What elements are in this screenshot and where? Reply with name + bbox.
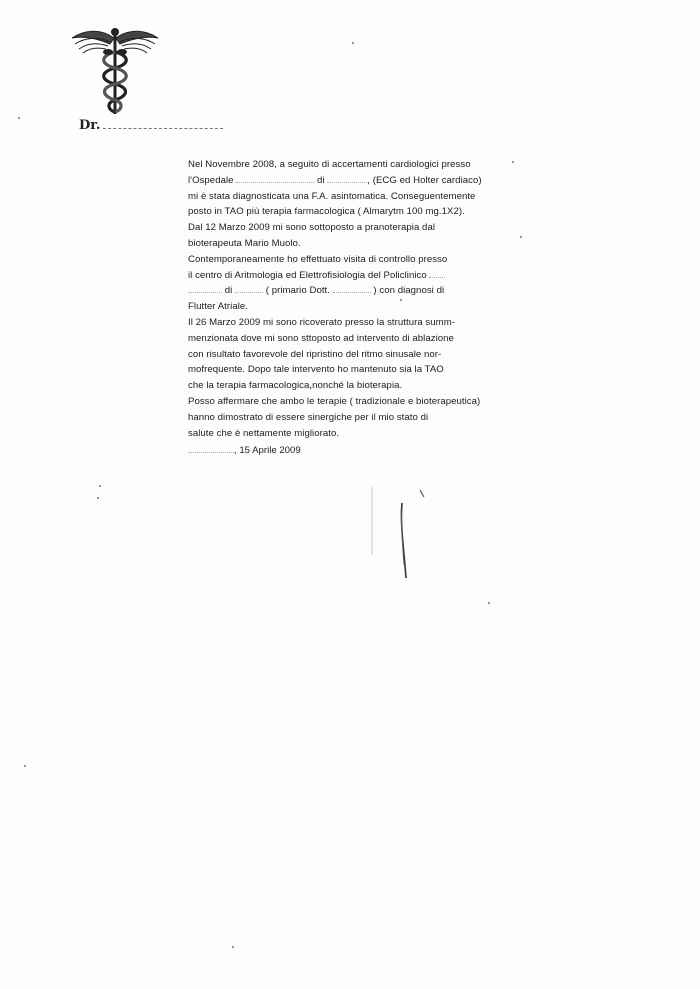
letter-line xyxy=(188,394,518,410)
date-line xyxy=(188,444,301,456)
scan-speck xyxy=(400,299,402,301)
line-text: Nel Novembre 2008, a seguito di accertamenti cardiologici presso xyxy=(188,159,471,170)
line-text: Contemporaneamente ho effettuato visita di controllo presso xyxy=(188,253,448,265)
caduceus-icon xyxy=(70,22,160,117)
scan-speck xyxy=(97,497,99,499)
redaction-gap xyxy=(188,444,234,453)
letter-line xyxy=(188,283,518,299)
redacted-doctor-name xyxy=(103,119,223,129)
scan-speck xyxy=(352,42,354,44)
redaction-gap xyxy=(235,284,263,293)
line-text: Dal 12 Marzo 2009 mi sono sottoposto a pranoterapia dal xyxy=(188,222,436,234)
scan-speck xyxy=(99,485,101,487)
letter-line xyxy=(188,315,518,331)
letter-line xyxy=(188,331,518,347)
signature-mark xyxy=(360,485,440,585)
letter-line xyxy=(188,347,518,363)
scan-speck xyxy=(512,161,514,163)
letter-line xyxy=(188,410,518,426)
letter-line xyxy=(188,204,518,220)
letter-line xyxy=(188,426,518,442)
letter-line xyxy=(188,378,518,394)
letter-line xyxy=(188,252,518,268)
line-text: di xyxy=(224,285,233,297)
line-text: ( primario Dott. xyxy=(265,285,330,297)
doctor-label: Dr. xyxy=(79,118,101,133)
line-text: di xyxy=(316,174,325,186)
line-text: ) con diagnosi di xyxy=(373,285,445,297)
line-text: mi è stata diagnosticata una F.A. asintomatica. Conseguentemente xyxy=(188,190,476,202)
letter-line xyxy=(188,157,518,173)
letter-date: , 15 Aprile 2009 xyxy=(234,445,301,456)
redaction-gap xyxy=(236,174,314,183)
letter-line xyxy=(188,189,518,205)
scan-speck xyxy=(520,236,522,238)
line-text: , (ECG ed Holter cardiaco) xyxy=(367,174,482,186)
line-text: Il 26 Marzo 2009 mi sono ricoverato presso la struttura summ- xyxy=(188,316,455,328)
line-text: bioterapeuta Mario Muolo. xyxy=(188,237,301,249)
line-text: posto in TAO più terapia farmacologica ( Almarytm 100 mg.1X2). xyxy=(188,206,465,218)
line-text: salute che è nettamente migliorato. xyxy=(188,427,340,439)
doctor-name-line xyxy=(79,118,223,133)
scan-speck xyxy=(24,765,26,767)
line-text: l'Ospedale xyxy=(188,174,234,186)
letter-line xyxy=(188,236,518,252)
line-text: menzionata dove mi sono sttoposto ad intervento di ablazione xyxy=(188,332,454,344)
letter-body xyxy=(188,157,518,441)
redaction-gap xyxy=(429,269,445,278)
line-text: mofrequente. Dopo tale intervento ho mantenuto sia la TAO xyxy=(188,364,444,376)
scan-speck xyxy=(232,946,234,948)
scan-speck xyxy=(18,117,20,119)
scan-speck xyxy=(488,602,490,604)
line-text: il centro di Aritmologia ed Elettrofisiologia del Policlinico xyxy=(188,269,427,281)
line-text: Flutter Atriale. xyxy=(188,301,248,313)
redaction-gap xyxy=(327,174,367,183)
letter-line xyxy=(188,362,518,378)
redaction-gap xyxy=(333,284,371,293)
redaction-gap xyxy=(188,284,222,293)
line-text: che la terapia farmacologica,nonché la bioterapia. xyxy=(188,380,403,392)
line-text: hanno dimostrato di essere sinergiche per il mio stato di xyxy=(188,411,429,423)
letter-line xyxy=(188,268,518,284)
letter-line xyxy=(188,220,518,236)
line-text: con risultato favorevole del ripristino del ritmo sinusale nor- xyxy=(188,348,442,360)
letter-line xyxy=(188,299,518,315)
line-text: Posso affermare che ambo le terapie ( tradizionale e bioterapeutica) xyxy=(188,395,481,407)
letter-line xyxy=(188,173,518,189)
